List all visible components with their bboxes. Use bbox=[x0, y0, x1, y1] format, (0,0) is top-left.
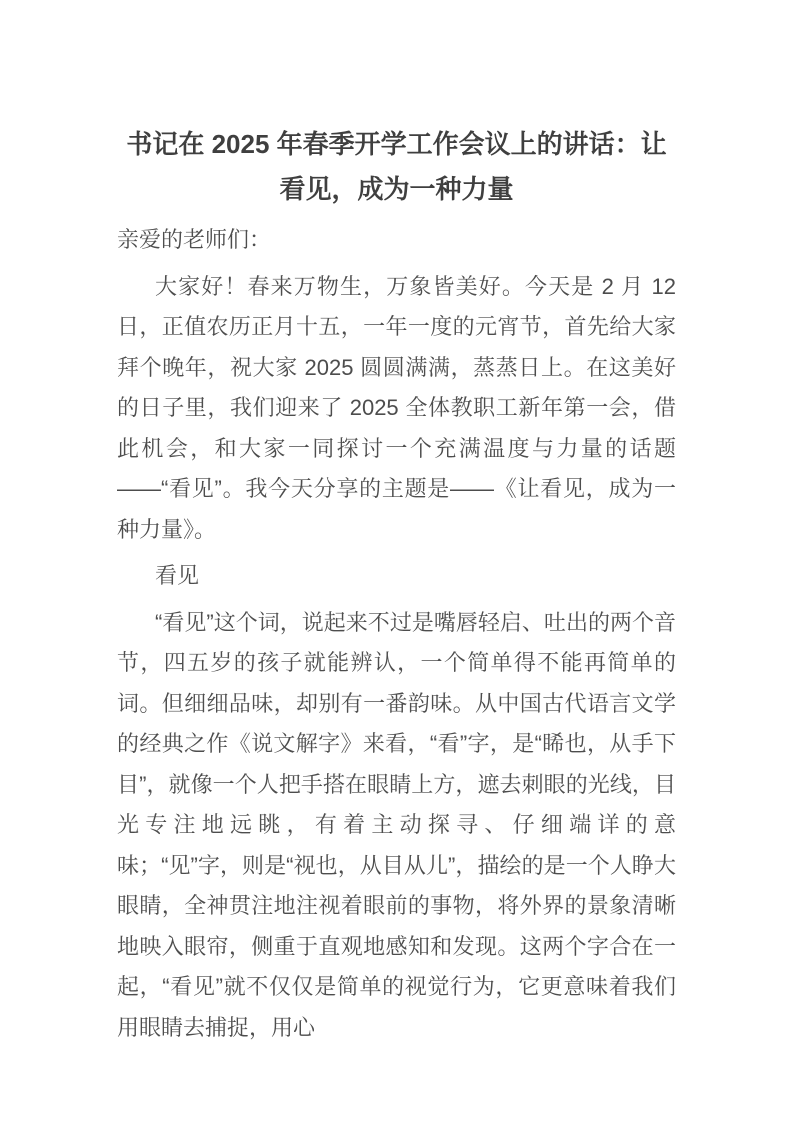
salutation-line: 亲爱的老师们： bbox=[117, 227, 272, 252]
paragraph-opening: 大家好！春来万物生，万象皆美好。今天是 2 月 12 日，正值农历正月十五，一年一度的元宵节，首先给大家拜个晚年，祝大家 2025 圆圆满满，蒸蒸日上。在这美好的日子里，我们迎来了 2025 全体教职工新年第一会，借此机会，和大家一同探讨一个充满温度与力量的话题——“看见”。我今天分享的主题是——《让看见，成为一种力量》。 bbox=[117, 273, 676, 542]
document-title: 书记在 2025 年春季开学工作会议上的讲话：让看见，成为一种力量 bbox=[126, 129, 667, 204]
section-heading: 看见 bbox=[155, 563, 200, 588]
paragraph-body: “看见”这个词，说起来不过是嘴唇轻启、吐出的两个音节，四五岁的孩子就能辨认，一个简单得不能再简单的词。但细细品味，却别有一番韵味。从中国古代语言文学的经典之作《说文解字》来看，“看”字，是“睎也，从手下目”，就像一个人把手搭在眼睛上方，遮去刺眼的光线，目光专注地远眺，有着主动探寻、仔细端详的意味；“见”字，则是“视也，从目从儿”，描绘的是一个人睁大眼睛，全神贯注地注视着眼前的事物，将外界的景象清晰地映入眼帘，侧重于直观地感知和发现。这两个字合在一起，“看见”就不仅仅是简单的视觉行为，它更意味着我们用眼睛去捕捉，用心 bbox=[117, 609, 676, 1040]
